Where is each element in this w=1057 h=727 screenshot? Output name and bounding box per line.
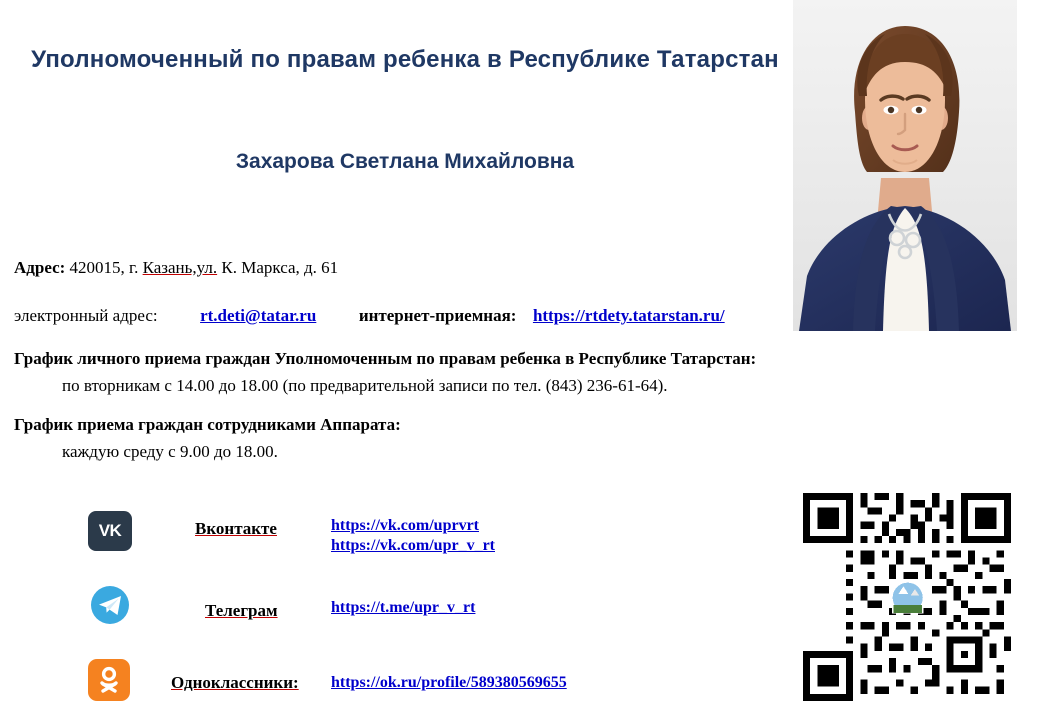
vkontakte-link-2[interactable]: https://vk.com/upr_v_rt — [331, 537, 495, 554]
social-links-block — [88, 505, 748, 727]
social-label-odnoklassniki: Одноклассники: — [171, 673, 299, 692]
address-value-underlined: Казань,ул. — [142, 258, 218, 277]
social-links-vkontakte — [331, 516, 495, 556]
social-links-odnoklassniki — [331, 673, 567, 693]
vkontakte-icon-glyph: VK — [88, 511, 132, 551]
personal-reception-body: по вторникам с 14.00 до 18.00 (по предварительной записи по тел. (843) 236-61-64). — [62, 376, 668, 395]
vkontakte-icon — [88, 511, 132, 551]
social-label-telegram: Телеграм — [205, 601, 278, 620]
telegram-icon — [88, 583, 132, 623]
social-row-vkontakte — [88, 505, 748, 579]
ombudsman-portrait-photo — [793, 0, 1017, 331]
personal-reception-heading: График личного приема граждан Уполномоченным по правам ребенка в Республике Татарстан: — [14, 349, 757, 368]
email-line — [14, 306, 725, 326]
email-label: электронный адрес: — [14, 306, 158, 325]
staff-reception-heading: График приема граждан сотрудниками Аппарата: — [14, 415, 401, 434]
vkontakte-link-1[interactable]: https://vk.com/uprvrt — [331, 517, 479, 534]
email-link[interactable]: rt.deti@tatar.ru — [200, 306, 317, 325]
web-reception-link[interactable]: https://rtdety.tatarstan.ru/ — [532, 306, 725, 325]
telegram-link-1[interactable]: https://t.me/upr_v_rt — [331, 599, 476, 616]
ombudsman-name: Захарова Светлана Михайловна — [235, 150, 575, 173]
odnoklassniki-link-1[interactable]: https://ok.ru/profile/589380569655 — [331, 674, 567, 691]
staff-reception-body: каждую среду с 9.00 до 18.00. — [62, 442, 278, 461]
social-row-telegram — [88, 579, 748, 653]
social-links-telegram — [331, 598, 475, 618]
address-value-part1: 420015, г. — [69, 258, 143, 277]
web-reception-label: интернет-приемная: — [358, 306, 517, 325]
address-value-part2: К. Маркса, д. 61 — [217, 258, 339, 277]
odnoklassniki-icon — [88, 659, 132, 699]
odnoklassniki-icon-glyph — [88, 659, 130, 701]
address-label: Адрес: — [14, 258, 66, 277]
address-line — [14, 258, 338, 278]
page-title: Уполномоченный по правам ребенка в Республике Татарстан — [31, 46, 779, 73]
social-label-vkontakte: Вконтакте — [195, 519, 277, 538]
qr-code — [803, 493, 1011, 701]
